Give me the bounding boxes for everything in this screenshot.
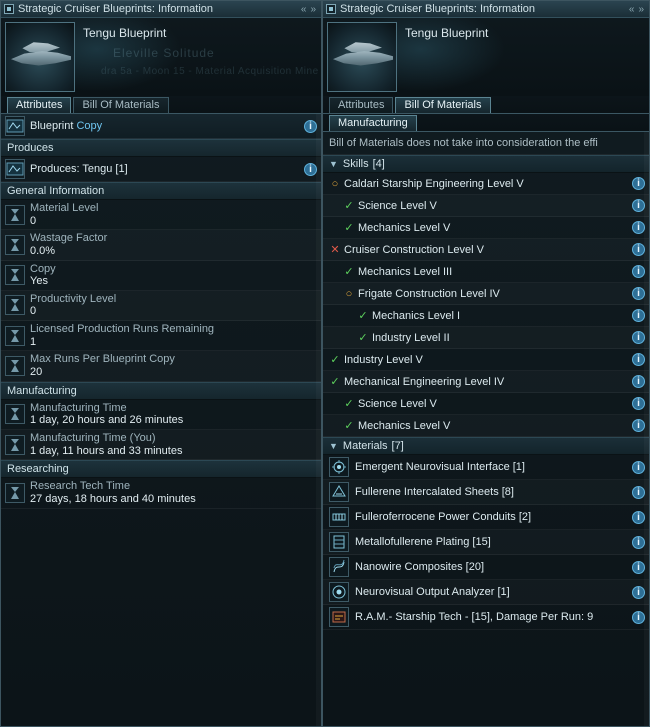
skill-status-ok-icon: ✓ [358, 332, 368, 344]
skill-name: Science Level V [358, 397, 437, 410]
skill-row[interactable] [323, 327, 649, 349]
attribute-icon [5, 205, 25, 225]
material-row[interactable] [323, 555, 649, 580]
material-icon [329, 607, 349, 627]
right-info-window [322, 0, 650, 727]
right-window-title: Strategic Cruiser Blueprints: Information [340, 3, 536, 15]
skill-status-ok-icon: ✓ [344, 266, 354, 278]
item-name: Tengu Blueprint [405, 26, 489, 40]
material-row[interactable] [323, 530, 649, 555]
attribute-icon [5, 435, 25, 455]
tab-attributes[interactable]: Attributes [329, 97, 393, 113]
material-name: Neurovisual Output Analyzer [1] [355, 586, 510, 598]
attribute-label: Copy [30, 262, 56, 275]
maximize-button[interactable]: » [310, 3, 316, 15]
info-button[interactable]: i [632, 611, 645, 624]
attribute-label: Productivity Level [30, 292, 117, 305]
material-row[interactable] [323, 580, 649, 605]
material-icon [329, 482, 349, 502]
skill-status-ok-icon: ✓ [344, 222, 354, 234]
minimize-button[interactable]: « [628, 3, 635, 15]
info-button[interactable]: i [632, 486, 645, 499]
attribute-icon [5, 356, 25, 376]
skill-status-ok-icon: ✓ [344, 398, 354, 410]
material-icon [329, 557, 349, 577]
attribute-label: Wastage Factor [30, 232, 108, 245]
skill-name: Caldari Starship Engineering Level V [344, 177, 524, 190]
attribute-value: Yes [30, 275, 48, 288]
skills-group-count: [4] [372, 158, 385, 170]
info-button[interactable]: i [632, 375, 645, 388]
skill-row[interactable] [323, 393, 649, 415]
material-name: R.A.M.- Starship Tech - [15], Damage Per Run: 9 [355, 611, 594, 623]
skill-name: Cruiser Construction Level V [344, 243, 485, 256]
chevron-down-icon[interactable]: ▼ [329, 441, 338, 451]
chevron-down-icon[interactable]: ▼ [329, 159, 338, 169]
blueprint-label: Blueprint Copy [30, 119, 103, 132]
skill-status-ok-icon: ✓ [358, 310, 368, 322]
info-button[interactable]: i [632, 287, 645, 300]
skill-name: Mechanics Level III [358, 265, 453, 278]
skill-status-ok-icon: ✓ [330, 376, 340, 388]
material-name: Metallofullerene Plating [15] [355, 536, 491, 548]
attribute-row[interactable] [1, 230, 321, 260]
item-render[interactable] [5, 22, 75, 92]
attribute-row[interactable] [1, 430, 321, 460]
skills-group-header[interactable] [323, 155, 649, 173]
attribute-row[interactable] [1, 200, 321, 230]
info-button[interactable]: i [304, 163, 317, 176]
material-row[interactable] [323, 480, 649, 505]
skill-status-partial-icon: ○ [345, 287, 353, 300]
info-button[interactable]: i [632, 586, 645, 599]
right-tab-row [323, 96, 649, 114]
tab-bill-of-materials[interactable]: Bill Of Materials [395, 97, 490, 113]
attribute-icon [5, 235, 25, 255]
skill-name: Mechanics Level V [358, 221, 451, 234]
attribute-icon [5, 404, 25, 424]
ship-highlight [20, 41, 60, 53]
left-window-title: Strategic Cruiser Blueprints: Information [18, 3, 214, 15]
skill-name: Industry Level II [372, 331, 450, 344]
attribute-row[interactable] [1, 478, 321, 508]
material-row[interactable] [323, 455, 649, 480]
skill-row[interactable] [323, 217, 649, 239]
right-scrollbar[interactable] [644, 132, 649, 726]
info-button[interactable]: i [632, 265, 645, 278]
material-name: Emergent Neurovisual Interface [1] [355, 461, 525, 473]
skill-row[interactable] [323, 173, 649, 195]
skill-name: Mechanics Level V [358, 419, 451, 432]
ship-highlight [342, 41, 382, 53]
info-button[interactable]: i [632, 331, 645, 344]
attribute-icon [5, 295, 25, 315]
info-button[interactable]: i [632, 536, 645, 549]
attribute-value: 27 days, 18 hours and 40 minutes [30, 492, 196, 505]
material-icon [329, 507, 349, 527]
info-window-icon [4, 4, 14, 14]
maximize-button[interactable]: » [638, 3, 644, 15]
attribute-label: Manufacturing Time [30, 401, 127, 414]
info-button[interactable]: i [632, 243, 645, 256]
materials-group-title: Materials [342, 440, 388, 452]
skill-row[interactable] [323, 239, 649, 261]
material-row[interactable] [323, 505, 649, 530]
info-button[interactable]: i [632, 221, 645, 234]
section-researching: Researching [1, 460, 321, 478]
attribute-label: Manufacturing Time (You) [30, 431, 156, 444]
info-button[interactable]: i [632, 397, 645, 410]
produces-row[interactable] [1, 157, 321, 182]
skills-group-title: Skills [342, 158, 369, 170]
attribute-icon [5, 483, 25, 503]
attribute-icon [5, 326, 25, 346]
skill-row[interactable] [323, 305, 649, 327]
background-location-text: Eleville Solitude [113, 46, 215, 60]
attribute-row[interactable] [1, 321, 321, 351]
item-name: Tengu Blueprint [83, 26, 167, 40]
attribute-value: 1 [30, 335, 37, 348]
material-row[interactable] [323, 605, 649, 630]
right-header [323, 18, 649, 96]
attribute-row[interactable] [1, 291, 321, 321]
materials-group-header[interactable] [323, 437, 649, 455]
blueprint-row[interactable] [1, 114, 321, 139]
right-content [323, 132, 649, 726]
skill-name: Science Level V [358, 199, 437, 212]
info-button[interactable]: i [632, 309, 645, 322]
item-render[interactable] [327, 22, 397, 92]
skill-row[interactable] [323, 261, 649, 283]
attribute-label: Material Level [30, 202, 99, 214]
attribute-value: 0 [30, 214, 37, 227]
right-subtab-row [323, 114, 649, 132]
produces-label: Produces: Tengu [1] [30, 162, 128, 175]
attribute-value: 1 day, 11 hours and 33 minutes [30, 444, 183, 457]
info-button[interactable]: i [304, 120, 317, 133]
info-button[interactable]: i [632, 199, 645, 212]
left-window-titlebar[interactable] [1, 1, 321, 18]
skill-status-partial-icon: ○ [331, 177, 339, 190]
left-content [1, 114, 321, 726]
tab-attributes[interactable]: Attributes [7, 97, 71, 113]
info-button[interactable]: i [632, 461, 645, 474]
material-icon [329, 582, 349, 602]
skill-row[interactable] [323, 283, 649, 305]
info-button[interactable]: i [632, 177, 645, 190]
skill-name: Mechanical Engineering Level IV [344, 375, 505, 388]
attribute-label: Research Tech Time [30, 480, 131, 493]
material-icon [329, 457, 349, 477]
left-header [1, 18, 321, 96]
attribute-row[interactable] [1, 400, 321, 430]
info-button[interactable]: i [632, 353, 645, 366]
section-produces: Produces [1, 139, 321, 157]
attribute-row[interactable] [1, 351, 321, 381]
attribute-value: 0.0% [30, 244, 56, 257]
skill-status-ok-icon: ✓ [344, 420, 354, 432]
section-manufacturing: Manufacturing [1, 382, 321, 400]
info-button[interactable]: i [632, 561, 645, 574]
materials-group-count: [7] [391, 440, 404, 452]
section-general-information: General Information [1, 182, 321, 200]
attribute-icon [5, 265, 25, 285]
blueprint-icon [5, 159, 25, 179]
material-name: Fulleroferrocene Power Conduits [2] [355, 511, 532, 523]
attribute-value: 0 [30, 305, 37, 318]
attribute-row[interactable] [1, 261, 321, 291]
attribute-label: Licensed Production Runs Remaining [30, 323, 215, 336]
bom-note: Bill of Materials does not take into consideration the effi [323, 132, 649, 155]
skill-row[interactable] [323, 371, 649, 393]
left-scrollbar[interactable] [316, 114, 321, 726]
material-icon [329, 532, 349, 552]
skill-status-ok-icon: ✓ [344, 200, 354, 212]
attribute-value: 1 day, 20 hours and 26 minutes [30, 414, 184, 427]
attribute-label: Max Runs Per Blueprint Copy [30, 353, 175, 366]
skill-row[interactable] [323, 415, 649, 437]
skill-status-missing-icon: ✕ [330, 244, 340, 256]
attribute-value: 20 [30, 366, 43, 379]
material-name: Nanowire Composites [20] [355, 561, 485, 573]
left-info-window [0, 0, 322, 727]
right-window-titlebar[interactable] [323, 1, 649, 18]
skill-name: Mechanics Level I [372, 309, 461, 322]
info-button[interactable]: i [632, 511, 645, 524]
skill-name: Industry Level V [344, 353, 423, 366]
blueprint-icon [5, 116, 25, 136]
skill-row[interactable] [323, 195, 649, 217]
background-location-subtext: dra 5a - Moon 15 - Material Acquisition Mine [101, 66, 319, 77]
subtab-manufacturing[interactable]: Manufacturing [329, 115, 417, 131]
left-tab-row [1, 96, 321, 114]
skill-status-ok-icon: ✓ [330, 354, 340, 366]
material-name: Fullerene Intercalated Sheets [8] [355, 486, 514, 498]
minimize-button[interactable]: « [300, 3, 307, 15]
info-window-icon [326, 4, 336, 14]
info-button[interactable]: i [632, 419, 645, 432]
skill-name: Frigate Construction Level IV [358, 287, 500, 300]
skill-row[interactable] [323, 349, 649, 371]
tab-bill-of-materials[interactable]: Bill Of Materials [73, 97, 168, 113]
